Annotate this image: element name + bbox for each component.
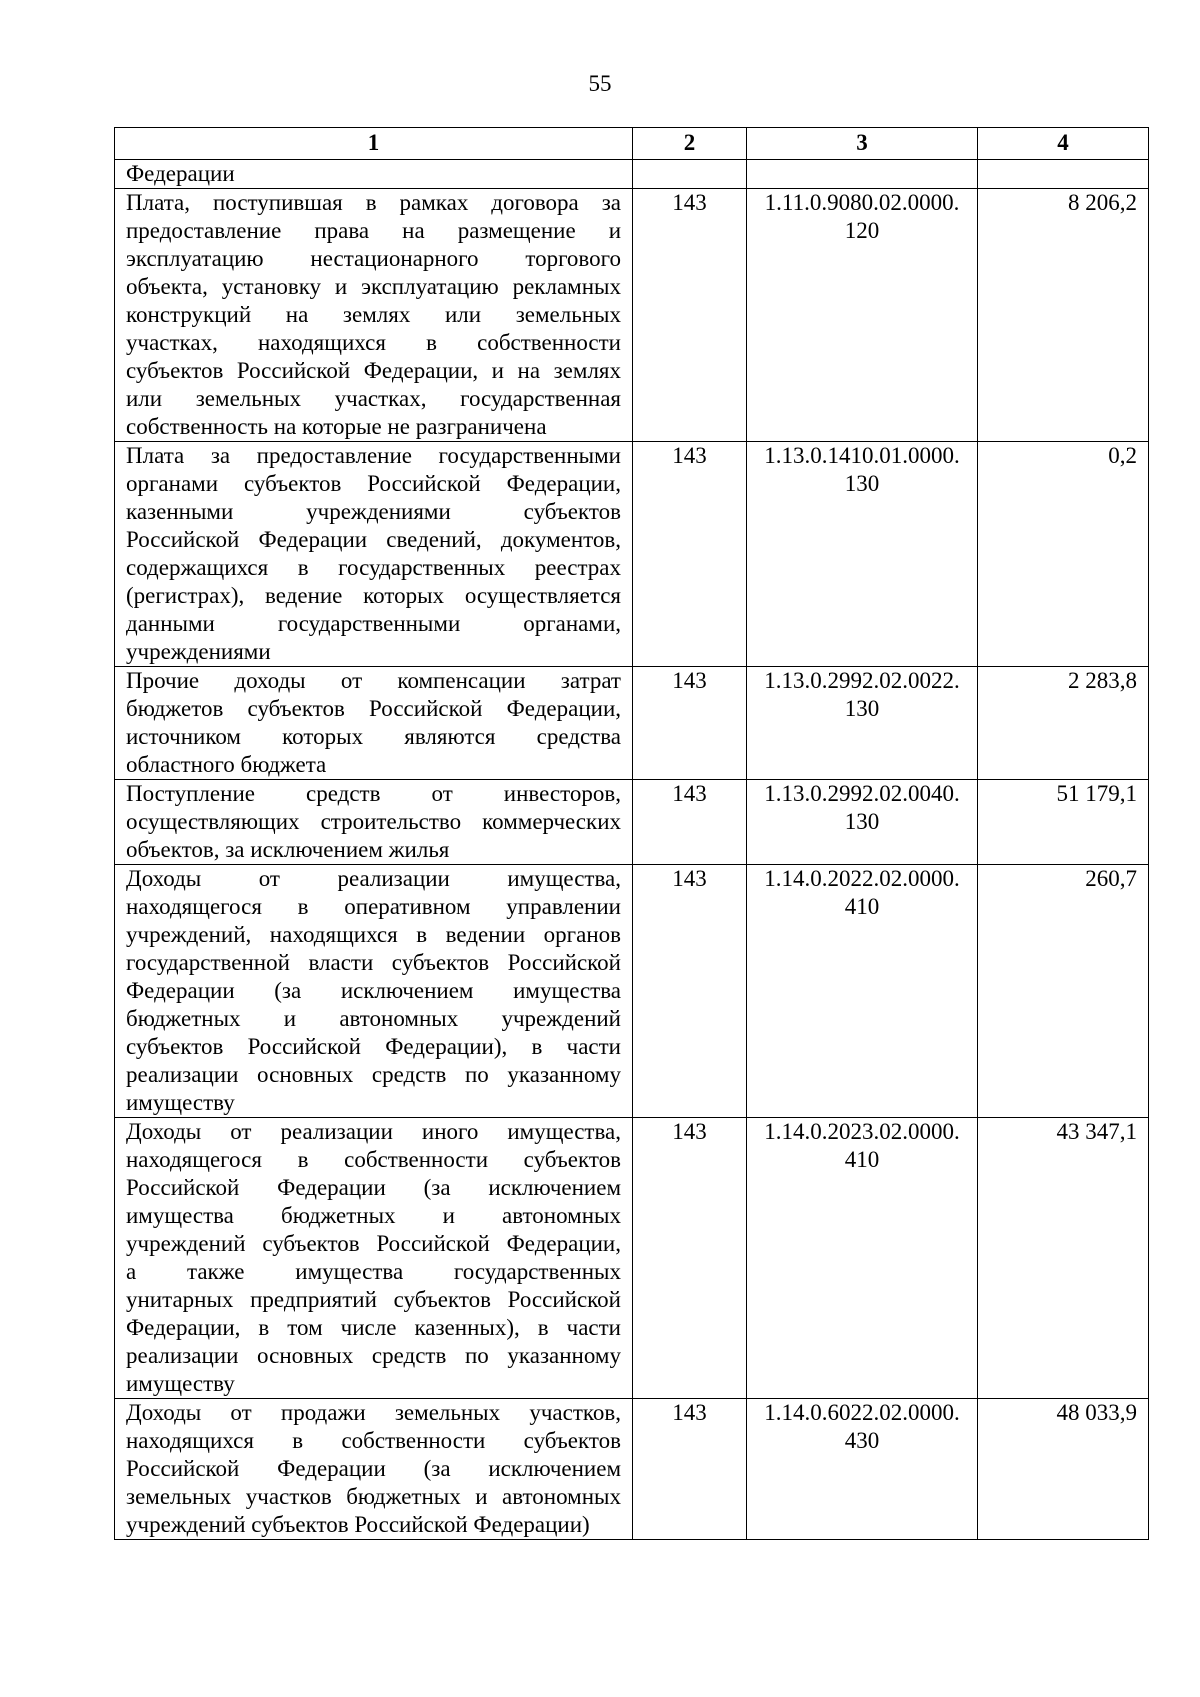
- description-line: предоставление права на размещение и: [126, 218, 621, 243]
- table-row: [115, 1118, 1149, 1399]
- description-line: субъектов Российской Федерации, и на землях: [126, 358, 621, 383]
- description-line: Доходы от продажи земельных участков,: [126, 1400, 621, 1425]
- description-line: находящихся в собственности субъектов: [126, 1428, 621, 1453]
- description-line: эксплуатацию нестационарного торгового: [126, 246, 621, 271]
- revenue-description: [115, 667, 633, 780]
- description-line: Доходы от реализации имущества,: [126, 866, 621, 891]
- description-line: имуществу: [126, 1371, 235, 1396]
- description-line: органами субъектов Российской Федерации,: [126, 471, 621, 496]
- table-row: [115, 1399, 1149, 1540]
- description-line: областного бюджета: [126, 752, 327, 777]
- administrator-code: 143: [633, 667, 747, 780]
- column-header-3: 3: [747, 128, 978, 160]
- description-line: объекта, установку и эксплуатацию рекламных: [126, 274, 621, 299]
- column-header-4: 4: [978, 128, 1149, 160]
- administrator-code: 143: [633, 442, 747, 667]
- description-line: реализации основных средств по указанному: [126, 1062, 621, 1087]
- description-line: казенными учреждениями субъектов: [126, 499, 621, 524]
- table-header-row: [115, 128, 1149, 160]
- description-line: участках, находящихся в собственности: [126, 330, 621, 355]
- table-row: [115, 442, 1149, 667]
- budget-classification-code: [747, 667, 978, 780]
- description-line: бюджетных и автономных учреждений: [126, 1006, 621, 1031]
- description-line: источником которых являются средства: [126, 724, 621, 749]
- code-line: 120: [844, 218, 880, 243]
- description-line: реализации основных средств по указанному: [126, 1343, 621, 1368]
- description-line: содержащихся в государственных реестрах: [126, 555, 621, 580]
- budget-classification-code: [747, 865, 978, 1118]
- revenue-description: [115, 1399, 633, 1540]
- description-line: данными государственными органами,: [126, 611, 621, 636]
- amount-value: [978, 160, 1149, 189]
- amount-value: 48 033,9: [978, 1399, 1149, 1540]
- revenue-table: [114, 127, 1149, 1540]
- amount-value: 2 283,8: [978, 667, 1149, 780]
- code-line: 130: [844, 809, 880, 834]
- administrator-code: 143: [633, 1118, 747, 1399]
- description-line: учреждениями: [126, 639, 271, 664]
- description-line: учреждений, находящихся в ведении органов: [126, 922, 621, 947]
- revenue-description: [115, 1118, 633, 1399]
- revenue-description: [115, 865, 633, 1118]
- description-line: объектов, за исключением жилья: [126, 837, 450, 862]
- administrator-code: 143: [633, 1399, 747, 1540]
- code-line: 1.13.0.2992.02.0022.: [764, 668, 960, 693]
- revenue-description: [115, 189, 633, 442]
- description-line: конструкций на землях или земельных: [126, 302, 621, 327]
- description-line: унитарных предприятий субъектов Российской: [126, 1287, 621, 1312]
- description-line: Российской Федерации сведений, документов,: [126, 527, 621, 552]
- table-row: [115, 160, 1149, 189]
- administrator-code: 143: [633, 780, 747, 865]
- code-line: 1.13.0.1410.01.0000.: [764, 443, 960, 468]
- description-line: учреждений субъектов Российской Федерации): [126, 1512, 590, 1537]
- description-line: государственной власти субъектов Российской: [126, 950, 621, 975]
- administrator-code: 143: [633, 189, 747, 442]
- code-line: 1.13.0.2992.02.0040.: [764, 781, 960, 806]
- description-line: Поступление средств от инвесторов,: [126, 781, 621, 806]
- table-row: [115, 780, 1149, 865]
- administrator-code: [633, 160, 747, 189]
- amount-value: 0,2: [978, 442, 1149, 667]
- description-line: земельных участков бюджетных и автономных: [126, 1484, 621, 1509]
- code-line: 1.11.0.9080.02.0000.: [764, 190, 960, 215]
- revenue-description: [115, 442, 633, 667]
- page-number: 55: [588, 71, 612, 96]
- description-line: Российской Федерации (за исключением: [126, 1456, 621, 1481]
- code-line: 410: [844, 894, 880, 919]
- description-line: Федерации, в том числе казенных), в части: [126, 1315, 621, 1340]
- revenue-description: [115, 160, 633, 189]
- column-header-1: 1: [115, 128, 633, 160]
- description-line: учреждений субъектов Российской Федерации,: [126, 1231, 621, 1256]
- description-line: Федерации (за исключением имущества: [126, 978, 621, 1003]
- code-line: 1.14.0.6022.02.0000.: [764, 1400, 960, 1425]
- amount-value: 51 179,1: [978, 780, 1149, 865]
- table-row: [115, 667, 1149, 780]
- description-line: Плата за предоставление государственными: [126, 443, 621, 468]
- table-row: [115, 865, 1149, 1118]
- budget-classification-code: [747, 442, 978, 667]
- description-line: а также имущества государственных: [126, 1259, 621, 1284]
- budget-classification-code: [747, 1118, 978, 1399]
- code-line: 130: [844, 471, 880, 496]
- description-line: Доходы от реализации иного имущества,: [126, 1119, 621, 1144]
- administrator-code: 143: [633, 865, 747, 1118]
- description-line: собственность на которые не разграничена: [126, 414, 547, 439]
- table-row: [115, 189, 1149, 442]
- column-header-2: 2: [633, 128, 747, 160]
- revenue-description: [115, 780, 633, 865]
- description-line: бюджетов субъектов Российской Федерации,: [126, 696, 621, 721]
- description-line: Прочие доходы от компенсации затрат: [126, 668, 621, 693]
- code-line: 1.14.0.2022.02.0000.: [764, 866, 960, 891]
- description-line: Плата, поступившая в рамках договора за: [126, 190, 621, 215]
- description-line: Федерации: [126, 161, 235, 186]
- description-line: (регистрах), ведение которых осуществляется: [126, 583, 621, 608]
- code-line: 1.14.0.2023.02.0000.: [764, 1119, 960, 1144]
- budget-classification-code: [747, 780, 978, 865]
- code-line: 410: [844, 1147, 880, 1172]
- table-body: [115, 160, 1149, 1540]
- description-line: находящегося в оперативном управлении: [126, 894, 621, 919]
- description-line: имущества бюджетных и автономных: [126, 1203, 621, 1228]
- description-line: находящегося в собственности субъектов: [126, 1147, 621, 1172]
- budget-classification-code: [747, 1399, 978, 1540]
- amount-value: 43 347,1: [978, 1118, 1149, 1399]
- budget-classification-code: [747, 189, 978, 442]
- code-line: 430: [844, 1428, 880, 1453]
- description-line: субъектов Российской Федерации), в части: [126, 1034, 621, 1059]
- budget-classification-code: [747, 160, 978, 189]
- description-line: осуществляющих строительство коммерческих: [126, 809, 621, 834]
- code-line: 130: [844, 696, 880, 721]
- amount-value: 260,7: [978, 865, 1149, 1118]
- description-line: Российской Федерации (за исключением: [126, 1175, 621, 1200]
- description-line: или земельных участках, государственная: [126, 386, 621, 411]
- amount-value: 8 206,2: [978, 189, 1149, 442]
- description-line: имуществу: [126, 1090, 235, 1115]
